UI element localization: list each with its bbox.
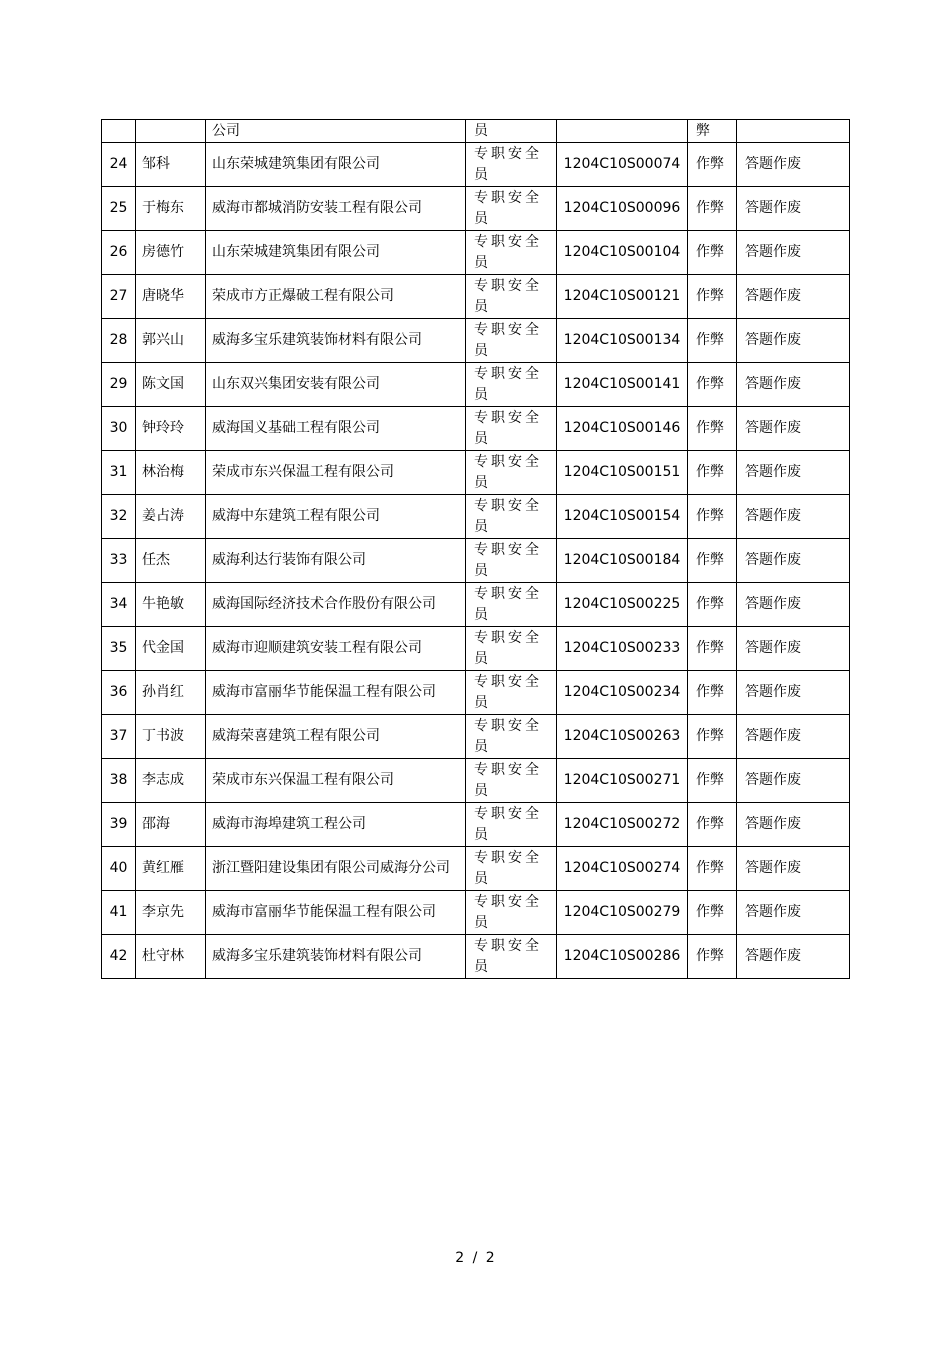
cell-name: 丁书波 xyxy=(136,715,206,759)
cell-no: 28 xyxy=(102,319,136,363)
cell-category: 作弊 xyxy=(688,495,737,539)
violation-table xyxy=(101,119,850,979)
cell-no: 27 xyxy=(102,275,136,319)
cell-name: 李志成 xyxy=(136,759,206,803)
cell-position: 专职安全员 xyxy=(466,363,557,407)
cell-name: 于梅东 xyxy=(136,187,206,231)
cell-result: 答题作废 xyxy=(737,671,850,715)
table-row xyxy=(102,847,850,891)
cell-no: 42 xyxy=(102,935,136,979)
cell-position: 专职安全员 xyxy=(466,847,557,891)
cell-company: 威海荣喜建筑工程有限公司 xyxy=(206,715,466,759)
cell-code: 1204C10S00263 xyxy=(557,715,688,759)
cell-no: 25 xyxy=(102,187,136,231)
cell-name: 姜占涛 xyxy=(136,495,206,539)
cell-position: 专职安全员 xyxy=(466,143,557,187)
cell-no: 38 xyxy=(102,759,136,803)
table-row xyxy=(102,143,850,187)
cell-result: 答题作废 xyxy=(737,715,850,759)
table-row xyxy=(102,803,850,847)
cell-category: 作弊 xyxy=(688,539,737,583)
table-row xyxy=(102,715,850,759)
cell-position: 专职安全员 xyxy=(466,583,557,627)
table-row xyxy=(102,759,850,803)
cell-no: 33 xyxy=(102,539,136,583)
cell-code: 1204C10S00286 xyxy=(557,935,688,979)
cell-name: 孙肖红 xyxy=(136,671,206,715)
continued-row xyxy=(102,120,850,143)
cell-code: 1204C10S00234 xyxy=(557,671,688,715)
cell-name: 唐晓华 xyxy=(136,275,206,319)
cell-name xyxy=(136,120,206,143)
cell-name: 黄红雁 xyxy=(136,847,206,891)
cell-position: 专职安全员 xyxy=(466,231,557,275)
cell-company: 山东双兴集团安装有限公司 xyxy=(206,363,466,407)
cell-no: 32 xyxy=(102,495,136,539)
cell-company: 山东荣城建筑集团有限公司 xyxy=(206,143,466,187)
cell-result: 答题作废 xyxy=(737,803,850,847)
cell-position: 专职安全员 xyxy=(466,935,557,979)
cell-category: 作弊 xyxy=(688,715,737,759)
cell-company: 威海市富丽华节能保温工程有限公司 xyxy=(206,891,466,935)
cell-position: 专职安全员 xyxy=(466,803,557,847)
cell-name: 陈文国 xyxy=(136,363,206,407)
table-row xyxy=(102,407,850,451)
cell-category: 作弊 xyxy=(688,803,737,847)
cell-company: 威海市富丽华节能保温工程有限公司 xyxy=(206,671,466,715)
cell-result: 答题作废 xyxy=(737,891,850,935)
cell-position: 专职安全员 xyxy=(466,715,557,759)
cell-code: 1204C10S00225 xyxy=(557,583,688,627)
cell-name: 杜守林 xyxy=(136,935,206,979)
cell-code: 1204C10S00151 xyxy=(557,451,688,495)
cell-result: 答题作废 xyxy=(737,847,850,891)
cell-result xyxy=(737,120,850,143)
cell-position: 专职安全员 xyxy=(466,319,557,363)
cell-result: 答题作废 xyxy=(737,143,850,187)
cell-no: 35 xyxy=(102,627,136,671)
cell-position: 专职安全员 xyxy=(466,495,557,539)
cell-code xyxy=(557,120,688,143)
cell-category: 作弊 xyxy=(688,847,737,891)
cell-position: 专职安全员 xyxy=(466,759,557,803)
cell-category: 作弊 xyxy=(688,759,737,803)
table-row xyxy=(102,231,850,275)
table-row xyxy=(102,495,850,539)
cell-result: 答题作废 xyxy=(737,583,850,627)
cell-code: 1204C10S00271 xyxy=(557,759,688,803)
cell-result: 答题作废 xyxy=(737,539,850,583)
cell-no: 24 xyxy=(102,143,136,187)
cell-name: 郭兴山 xyxy=(136,319,206,363)
cell-name: 任杰 xyxy=(136,539,206,583)
cell-position: 专职安全员 xyxy=(466,671,557,715)
cell-result: 答题作废 xyxy=(737,363,850,407)
table-row xyxy=(102,935,850,979)
cell-company: 威海多宝乐建筑装饰材料有限公司 xyxy=(206,319,466,363)
cell-company: 山东荣城建筑集团有限公司 xyxy=(206,231,466,275)
cell-company: 荣成市方正爆破工程有限公司 xyxy=(206,275,466,319)
cell-no: 30 xyxy=(102,407,136,451)
cell-category: 弊 xyxy=(688,120,737,143)
cell-name: 李京先 xyxy=(136,891,206,935)
cell-category: 作弊 xyxy=(688,143,737,187)
cell-company: 荣成市东兴保温工程有限公司 xyxy=(206,451,466,495)
cell-company: 威海市迎顺建筑安装工程有限公司 xyxy=(206,627,466,671)
cell-code: 1204C10S00121 xyxy=(557,275,688,319)
cell-no: 31 xyxy=(102,451,136,495)
table-row xyxy=(102,363,850,407)
cell-category: 作弊 xyxy=(688,583,737,627)
table-row xyxy=(102,319,850,363)
cell-category: 作弊 xyxy=(688,627,737,671)
cell-name: 林治梅 xyxy=(136,451,206,495)
cell-name: 牛艳敏 xyxy=(136,583,206,627)
cell-no: 37 xyxy=(102,715,136,759)
cell-result: 答题作废 xyxy=(737,231,850,275)
cell-category: 作弊 xyxy=(688,363,737,407)
cell-category: 作弊 xyxy=(688,275,737,319)
cell-category: 作弊 xyxy=(688,231,737,275)
cell-code: 1204C10S00233 xyxy=(557,627,688,671)
cell-category: 作弊 xyxy=(688,407,737,451)
cell-code: 1204C10S00184 xyxy=(557,539,688,583)
cell-result: 答题作废 xyxy=(737,187,850,231)
cell-company: 荣成市东兴保温工程有限公司 xyxy=(206,759,466,803)
cell-code: 1204C10S00074 xyxy=(557,143,688,187)
cell-company: 威海国际经济技术合作股份有限公司 xyxy=(206,583,466,627)
table-row xyxy=(102,583,850,627)
cell-no: 36 xyxy=(102,671,136,715)
cell-result: 答题作废 xyxy=(737,407,850,451)
cell-no: 40 xyxy=(102,847,136,891)
cell-company: 威海市都城消防安装工程有限公司 xyxy=(206,187,466,231)
cell-name: 代金国 xyxy=(136,627,206,671)
table-row xyxy=(102,627,850,671)
cell-category: 作弊 xyxy=(688,671,737,715)
cell-category: 作弊 xyxy=(688,935,737,979)
cell-no: 41 xyxy=(102,891,136,935)
cell-code: 1204C10S00274 xyxy=(557,847,688,891)
cell-position: 专职安全员 xyxy=(466,627,557,671)
cell-name: 邹科 xyxy=(136,143,206,187)
cell-position: 专职安全员 xyxy=(466,451,557,495)
cell-result: 答题作废 xyxy=(737,759,850,803)
cell-company: 公司 xyxy=(206,120,466,143)
cell-result: 答题作废 xyxy=(737,319,850,363)
cell-result: 答题作废 xyxy=(737,495,850,539)
table-row xyxy=(102,539,850,583)
cell-result: 答题作废 xyxy=(737,935,850,979)
cell-no xyxy=(102,120,136,143)
cell-company: 威海利达行装饰有限公司 xyxy=(206,539,466,583)
cell-name: 房德竹 xyxy=(136,231,206,275)
table-row xyxy=(102,275,850,319)
cell-company: 威海多宝乐建筑装饰材料有限公司 xyxy=(206,935,466,979)
cell-company: 威海中东建筑工程有限公司 xyxy=(206,495,466,539)
cell-position: 员 xyxy=(466,120,557,143)
cell-company: 浙江暨阳建设集团有限公司威海分公司 xyxy=(206,847,466,891)
cell-no: 34 xyxy=(102,583,136,627)
cell-code: 1204C10S00154 xyxy=(557,495,688,539)
cell-position: 专职安全员 xyxy=(466,275,557,319)
cell-category: 作弊 xyxy=(688,451,737,495)
table-row xyxy=(102,187,850,231)
cell-position: 专职安全员 xyxy=(466,187,557,231)
cell-code: 1204C10S00096 xyxy=(557,187,688,231)
cell-result: 答题作废 xyxy=(737,627,850,671)
cell-result: 答题作废 xyxy=(737,275,850,319)
cell-category: 作弊 xyxy=(688,319,737,363)
cell-code: 1204C10S00134 xyxy=(557,319,688,363)
cell-code: 1204C10S00141 xyxy=(557,363,688,407)
table-row xyxy=(102,451,850,495)
cell-no: 29 xyxy=(102,363,136,407)
table-body xyxy=(102,120,850,979)
cell-company: 威海国义基础工程有限公司 xyxy=(206,407,466,451)
cell-no: 26 xyxy=(102,231,136,275)
page-indicator: 2 / 2 xyxy=(455,1250,495,1266)
cell-code: 1204C10S00279 xyxy=(557,891,688,935)
cell-code: 1204C10S00272 xyxy=(557,803,688,847)
cell-category: 作弊 xyxy=(688,891,737,935)
table-row xyxy=(102,671,850,715)
cell-no: 39 xyxy=(102,803,136,847)
cell-company: 威海市海埠建筑工程公司 xyxy=(206,803,466,847)
cell-name: 钟玲玲 xyxy=(136,407,206,451)
cell-position: 专职安全员 xyxy=(466,539,557,583)
cell-position: 专职安全员 xyxy=(466,891,557,935)
cell-code: 1204C10S00146 xyxy=(557,407,688,451)
table-row xyxy=(102,891,850,935)
cell-name: 邵海 xyxy=(136,803,206,847)
cell-position: 专职安全员 xyxy=(466,407,557,451)
cell-category: 作弊 xyxy=(688,187,737,231)
cell-result: 答题作废 xyxy=(737,451,850,495)
cell-code: 1204C10S00104 xyxy=(557,231,688,275)
